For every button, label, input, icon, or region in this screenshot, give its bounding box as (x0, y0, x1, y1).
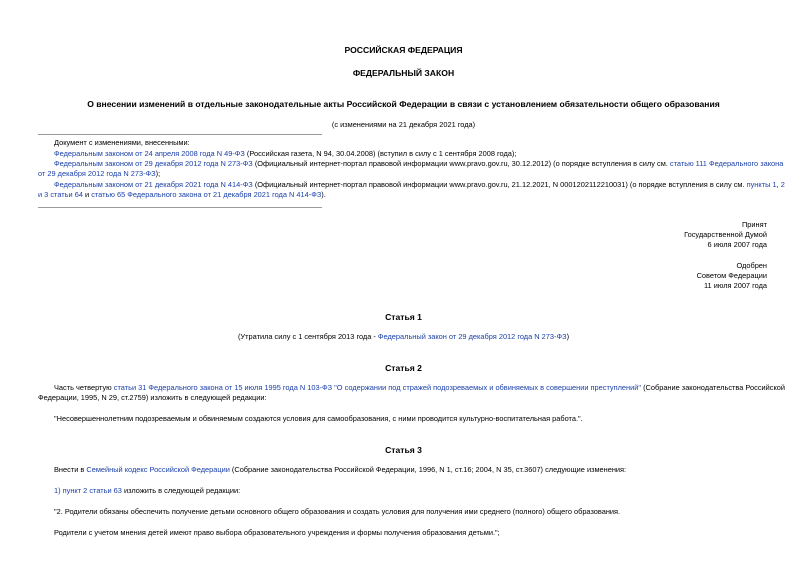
change-line-3b (38, 190, 326, 200)
article-2-para-line-2: Федерации, 1995, N 29, ст.2759) изложить в следующей редакции: (38, 393, 267, 402)
change-link-273fz[interactable]: Федеральным законом от 29 декабря 2012 года N 273-ФЗ (54, 159, 253, 168)
article-1-end: ) (566, 332, 570, 341)
change-link-point-2[interactable]: 2 (780, 180, 785, 189)
change-link-point-1[interactable]: пункты 1 (746, 180, 777, 189)
article-3-item-1 (54, 486, 240, 496)
change-line-1 (54, 149, 516, 159)
change-text-3: (Официальный интернет-портал правовой информации www.pravo.gov.ru, 21.12.2021, N 0001202112210031) (о порядке вступления в силу см. (252, 180, 747, 189)
change-text-3b: ). (321, 190, 326, 199)
article-2-heading: Статья 2 (385, 363, 422, 373)
change-line-2 (54, 159, 783, 169)
change-link-article-65[interactable]: статью 65 Федерального закона от 21 декабря 2021 года N 414-ФЗ (91, 190, 322, 199)
article-3-heading: Статья 3 (385, 445, 422, 455)
article-3-quote-1: "2. Родители обязаны обеспечить получение детьми основного общего образования и создать условия для получения ими среднего (полного) общего образования. (54, 507, 621, 516)
change-mid-3b: и (82, 190, 92, 199)
article-3-item-1-text: изложить в следующей редакции: (121, 486, 241, 495)
bottom-separator (38, 207, 322, 208)
article-1-link[interactable]: Федеральный закон от 29 декабря 2012 года N 273-ФЗ (377, 332, 567, 341)
article-3-prefix: Внести в (54, 465, 87, 474)
change-link-article-111[interactable]: статью 111 Федерального закона (669, 159, 784, 168)
article-3-suffix: (Собрание законодательства Российской Федерации, 1996, N 1, ст.16; 2004, N 35, ст.3607) следующие изменения: (229, 465, 627, 474)
article-3-quote-2: Родители с учетом мнения детей имеют право выбора образовательного учреждения и формы получения образования детьми."; (54, 528, 500, 537)
article-1-prefix: (Утратила силу с 1 сентября 2013 года - (237, 332, 378, 341)
article-3-link-family-code[interactable]: Семейный кодекс Российской Федерации (86, 465, 230, 474)
change-sep-3: , (776, 180, 781, 189)
article-1-text (0, 332, 807, 342)
article-3-item-1-link[interactable]: 1) пункт 2 статьи 63 (54, 486, 122, 495)
approved-line-2: Советом Федерации (696, 271, 767, 280)
country-heading: РОССИЙСКАЯ ФЕДЕРАЦИЯ (344, 45, 463, 55)
change-line-2b (38, 169, 160, 179)
article-2-quote: "Несовершеннолетним подозреваемым и обвиняемым создаются условия для самообразования, с ними проводится культурно-воспитательная работа.". (54, 414, 583, 423)
article-2-suffix: (Собрание законодательства Российской (641, 383, 786, 392)
approved-line-3: 11 июля 2007 года (704, 281, 767, 290)
doc-type-heading: ФЕДЕРАЛЬНЫЙ ЗАКОН (352, 68, 455, 78)
change-text-2: (Официальный интернет-портал правовой информации www.pravo.gov.ru, 30.12.2012) (о порядке вступления в силу см. (252, 159, 670, 168)
change-link-414fz[interactable]: Федеральным законом от 21 декабря 2021 года N 414-ФЗ (54, 180, 253, 189)
change-link-273fz-date[interactable]: от 29 декабря 2012 года N 273-ФЗ (38, 169, 156, 178)
article-2-link[interactable]: статьи 31 Федерального закона от 15 июля 1995 года N 103-ФЗ "О содержании под стражей подозреваемых и обвиняемых в совершении преступлений" (113, 383, 642, 392)
document-title: О внесении изменений в отдельные законодательные акты Российской Федерации в связи с установлением обязательности общего образования (87, 99, 720, 109)
change-line-3 (54, 180, 785, 190)
change-link-article-64[interactable]: и 3 статьи 64 (38, 190, 83, 199)
adopted-line-3: 6 июля 2007 года (707, 240, 767, 249)
adopted-line-2: Государственной Думой (684, 230, 767, 239)
article-2-prefix: Часть четвертую (54, 383, 114, 392)
revision-note: (с изменениями на 21 декабря 2021 года) (331, 120, 476, 129)
change-link-49fz[interactable]: Федеральным законом от 24 апреля 2008 года N 49-ФЗ (54, 149, 245, 158)
article-3-para-1 (54, 465, 626, 475)
change-text-2b: ); (155, 169, 161, 178)
approved-line-1: Одобрен (736, 261, 767, 270)
article-1-heading: Статья 1 (385, 312, 422, 322)
top-separator (38, 134, 322, 135)
adopted-line-1: Принят (741, 220, 767, 229)
changes-intro: Документ с изменениями, внесенными: (54, 138, 190, 147)
article-2-para-line-1 (54, 383, 785, 393)
change-text-1: (Российская газета, N 94, 30.04.2008) (вступил в силу с 1 сентября 2008 года); (244, 149, 517, 158)
